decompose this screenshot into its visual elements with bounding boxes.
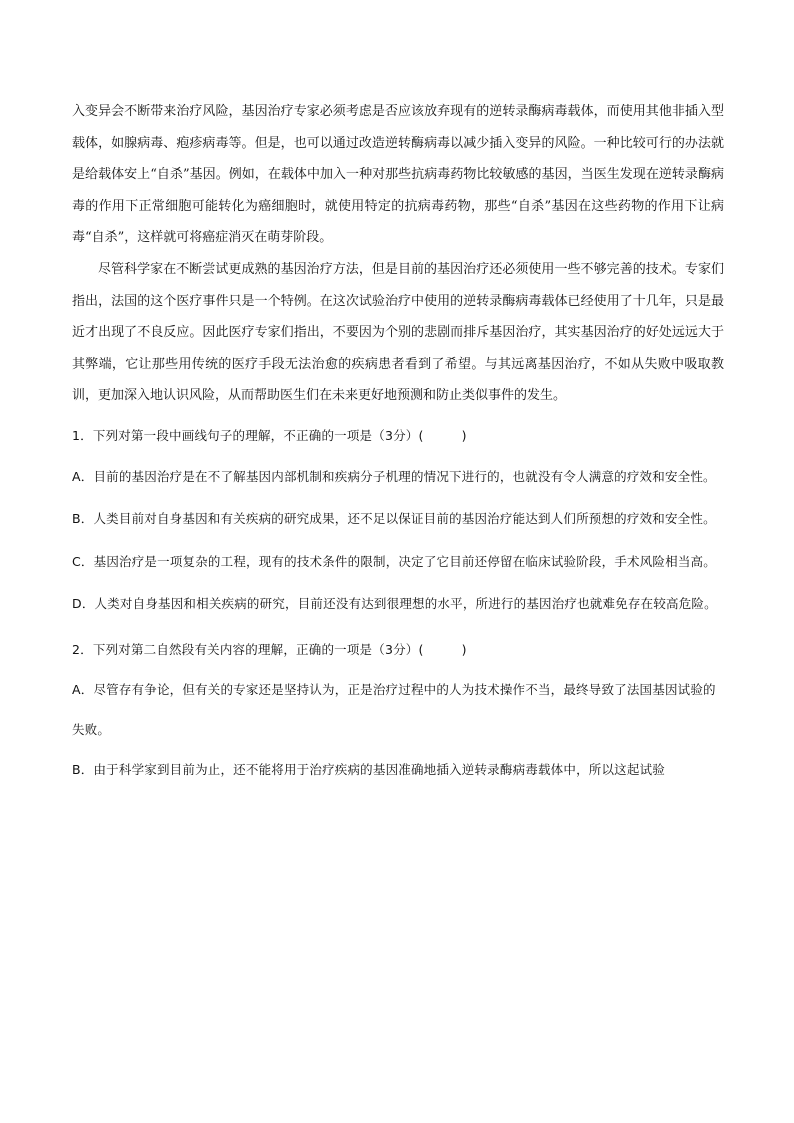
question-2-stem: 2．下列对第二自然段有关内容的理解，正确的一项是（3分）( )	[72, 641, 467, 657]
question-1-option-c: C．基因治疗是一项复杂的工程，现有的技术条件的限制，决定了它目前还停留在临床试验阶段，手术风险相当高。	[72, 553, 716, 569]
passage-paragraph-2: 尽管科学家在不断尝试更成熟的基因治疗方法，但是目前的基因治疗还必须使用一些不够完善的技术。专家们指出，法国的这个医疗事件只是一个特例。在这次试验治疗中使用的逆转录酶病毒载体已经使用了十几年，只是最近才出现了不良反应。因此医疗专家们指出，不要因为个别的悲剧而排斥基因治疗，其实基因治疗的好处远远大于其弊端，它让那些用传统的医疗手段无法治愈的疾病患者看到了希望。与其远离基因治疗，不如从失败中吸取教训，更加深入地认识风险，从而帮助医生们在未来更好地预测和防止类似事件的发生。	[72, 261, 724, 404]
question-1-option-b: B．人类目前对自身基因和有关疾病的研究成果，还不足以保证目前的基因治疗能达到人们所预想的疗效和安全性。	[72, 511, 716, 527]
question-1-option-d: D．人类对自身基因和相关疾病的研究，目前还没有达到很理想的水平，所进行的基因治疗也就难免存在较高危险。	[72, 596, 717, 612]
document-page	[72, 96, 724, 790]
question-1-stem: 1．下列对第一段中画线句子的理解，不正确的一项是（3分）( )	[72, 427, 467, 443]
question-2-option-b: B．由于科学家到目前为止，还不能将用于治疗疾病的基因准确地插入逆转录酶病毒载体中，所以这起试验	[72, 761, 665, 777]
question-1-option-a: A．目前的基因治疗是在不了解基因内部机制和疾病分子机理的情况下进行的，也就没有令人满意的疗效和安全性。	[72, 468, 716, 484]
question-2-option-a: A．尽管存有争论，但有关的专家还是坚持认为，正是治疗过程中的人为技术操作不当，最终导致了法国基因试验的失败。	[72, 681, 716, 737]
passage-paragraph-1: 入变异会不断带来治疗风险，基因治疗专家必须考虑是否应该放弃现有的逆转录酶病毒载体，而使用其他非插入型载体，如腺病毒、疱疹病毒等。但是，也可以通过改造逆转酶病毒以减少插入变异的风险。一种比较可行的办法就是给载体安上“自杀”基因。例如，在载体中加入一种对那些抗病毒药物比较敏感的基因，当医生发现在逆转录酶病毒的作用下正常细胞可能转化为癌细胞时，就使用特定的抗病毒药物，那些“自杀”基因在这些药物的作用下让病毒“自杀”，这样就可将癌症消灭在萌芽阶段。	[72, 104, 724, 246]
